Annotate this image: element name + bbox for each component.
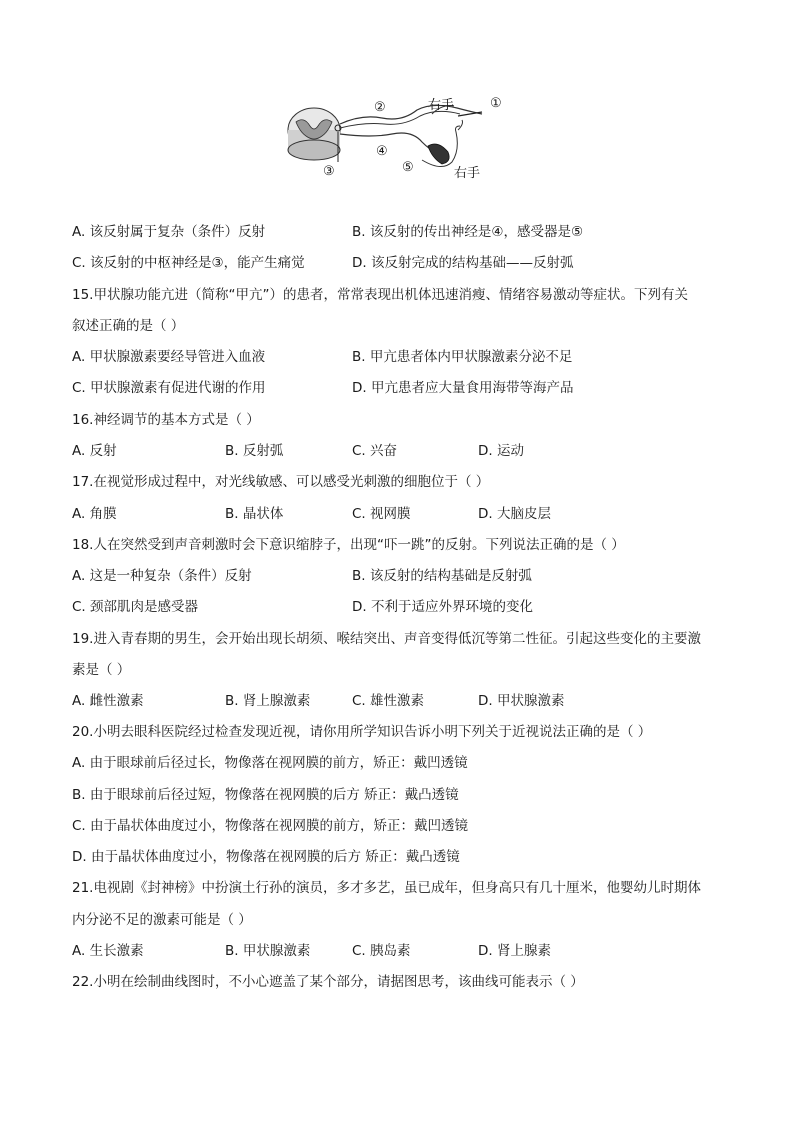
q15-stem-line1: 15.甲状腺功能亢进（简称“甲亢”）的患者，常常表现出机体迅速消瘦、情绪容易激动等症状。下列有关	[72, 287, 688, 303]
q15-option-d: D. 甲亢患者应大量食用海带等海产品	[352, 380, 574, 396]
q19-option-d: D. 甲状腺激素	[478, 693, 565, 709]
q19-stem-line2: 素是（ ）	[72, 662, 131, 678]
q14-option-d: D. 该反射完成的结构基础——反射弧	[352, 255, 574, 271]
q17-option-b: B. 晶状体	[225, 506, 284, 522]
q16-stem: 16.神经调节的基本方式是（ ）	[72, 412, 260, 428]
q15-option-b: B. 甲亢患者体内甲状腺激素分泌不足	[352, 349, 573, 365]
label-circle-4: ④	[376, 144, 388, 159]
q21-option-d: D. 肾上腺素	[478, 943, 551, 959]
q18-option-c: C. 颈部肌肉是感受器	[72, 599, 199, 615]
q15-stem-line2: 叙述正确的是（ ）	[72, 318, 185, 334]
q19-option-c: C. 雄性激素	[352, 693, 425, 709]
q18-option-a: A. 这是一种复杂（条件）反射	[72, 568, 252, 584]
q18-option-b: B. 该反射的结构基础是反射弧	[352, 568, 532, 584]
q21-option-c: C. 胰岛素	[352, 943, 411, 959]
label-right-hand-bottom: 右手	[454, 166, 481, 181]
q14-option-c: C. 该反射的中枢神经是③，能产生痛觉	[72, 255, 305, 271]
q19-stem-line1: 19.进入青春期的男生，会开始出现长胡须、喉结突出、声音变得低沉等第二性征。引起这些变化的主要激	[72, 631, 701, 647]
q15-option-a: A. 甲状腺激素要经导管进入血液	[72, 349, 266, 365]
label-circle-5: ⑤	[402, 160, 414, 175]
q16-option-b: B. 反射弧	[225, 443, 284, 459]
q17-option-a: A. 角膜	[72, 506, 117, 522]
q20-option-b: B. 由于眼球前后径过短，物像落在视网膜的后方 矫正：戴凸透镜	[72, 787, 459, 803]
q20-option-d: D. 由于晶状体曲度过小，物像落在视网膜的后方 矫正：戴凸透镜	[72, 849, 460, 865]
q14-option-a: A. 该反射属于复杂（条件）反射	[72, 224, 266, 240]
q18-stem: 18.人在突然受到声音刺激时会下意识缩脖子，出现“吓一跳”的反射。下列说法正确的是（ ）	[72, 537, 625, 553]
q17-option-c: C. 视网膜	[352, 506, 411, 522]
q18-option-d: D. 不利于适应外界环境的变化	[352, 599, 533, 615]
q15-option-c: C. 甲状腺激素有促进代谢的作用	[72, 380, 266, 396]
label-circle-1: ①	[490, 96, 502, 111]
q17-stem: 17.在视觉形成过程中，对光线敏感、可以感受光刺激的细胞位于（ ）	[72, 474, 490, 490]
q20-option-a: A. 由于眼球前后径过长，物像落在视网膜的前方，矫正：戴凹透镜	[72, 755, 468, 771]
label-circle-3: ③	[323, 164, 335, 179]
q21-option-b: B. 甲状腺激素	[225, 943, 311, 959]
q19-option-b: B. 肾上腺激素	[225, 693, 311, 709]
label-right-hand-top: 右手	[428, 98, 455, 113]
q22-stem: 22.小明在绘制曲线图时，不小心遮盖了某个部分，请据图思考，该曲线可能表示（ ）	[72, 974, 584, 990]
q17-option-d: D. 大脑皮层	[478, 506, 551, 522]
reflex-arc-figure	[282, 92, 512, 184]
q16-option-a: A. 反射	[72, 443, 117, 459]
q20-stem: 20.小明去眼科医院经过检查发现近视，请你用所学知识告诉小明下列关于近视说法正确的是（ ）	[72, 724, 652, 740]
q21-stem-line2: 内分泌不足的激素可能是（ ）	[72, 912, 252, 928]
q14-option-b: B. 该反射的传出神经是④，感受器是⑤	[352, 224, 584, 240]
q21-stem-line1: 21.电视剧《封神榜》中扮演土行孙的演员，多才多艺，虽已成年，但身高只有几十厘米，他婴幼儿时期体	[72, 880, 701, 896]
q16-option-d: D. 运动	[478, 443, 524, 459]
label-circle-2: ②	[374, 100, 386, 115]
q21-option-a: A. 生长激素	[72, 943, 144, 959]
q20-option-c: C. 由于晶状体曲度过小，物像落在视网膜的前方，矫正：戴凹透镜	[72, 818, 469, 834]
q19-option-a: A. 雌性激素	[72, 693, 144, 709]
q16-option-c: C. 兴奋	[352, 443, 398, 459]
